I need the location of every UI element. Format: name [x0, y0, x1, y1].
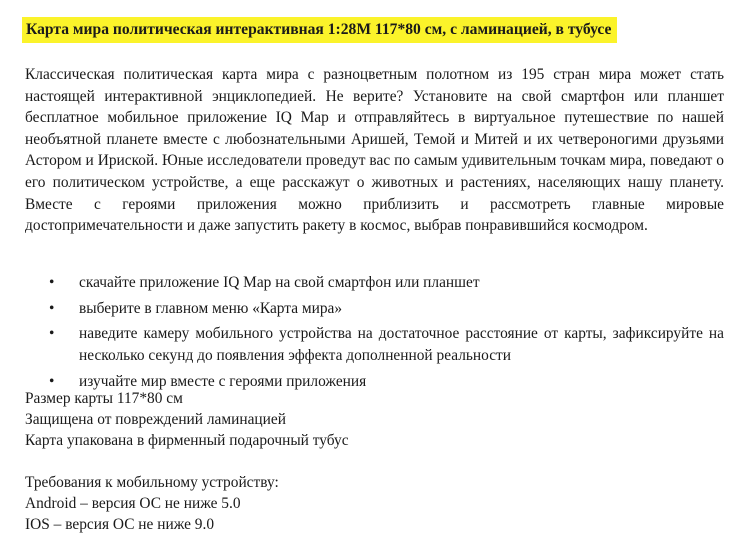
- instruction-text: изучайте мир вместе с героями приложения: [79, 373, 367, 391]
- product-description: Классическая политическая карта мира с разноцветным полотном из 195 стран мира может стать настоящей интерактивной энциклопедией. Не верите? Установите на свой смартфон или планшет бесплатное мобильное приложение IQ Map и отправляйтесь в виртуальное путешествие по нашей необъятной планете вместе с любознательными Аришей, Темой и Митей и их четвероногими друзьями Астором и Ириской. Юные исследователи проведут вас по самым удивительным точкам мира, поведают о его политическом устройстве, а еще расскажут о животных и растениях, населяющих нашу планету. Вместе с героями приложения можно приблизить и рассмотреть главные мировые достопримечательности и даже запустить ракету в космос, выбрав понравившийся космодром.: [25, 66, 724, 235]
- instruction-text: наведите камеру мобильного устройства на достаточное расстояние от карты, зафиксируйте на несколько секунд до появления эффекта дополненной реальности: [79, 325, 724, 364]
- bullet-icon: •: [49, 274, 55, 291]
- spec-size: Размер карты 117*80 см: [25, 390, 183, 407]
- instruction-text: выберите в главном меню «Карта мира»: [79, 299, 343, 317]
- bullet-icon: •: [49, 299, 55, 317]
- bullet-icon: •: [49, 325, 55, 343]
- list-item: [25, 298, 724, 320]
- list-item: [25, 323, 724, 366]
- requirement-android: Android – версия ОС не ниже 5.0: [25, 495, 241, 512]
- product-title: Карта мира политическая интерактивная 1:28М 117*80 см, с ламинацией, в тубусе: [22, 17, 617, 43]
- instruction-text: скачайте приложение IQ Map на свой смартфон или планшет: [79, 274, 480, 291]
- list-item: [25, 272, 724, 294]
- requirements-heading: Требования к мобильному устройству:: [25, 474, 279, 491]
- spec-lamination: Защищена от повреждений ламинацией: [25, 411, 286, 428]
- bullet-icon: •: [49, 373, 55, 391]
- spec-packaging: Карта упакована в фирменный подарочный тубус: [25, 432, 349, 449]
- requirement-ios: IOS – версия ОС не ниже 9.0: [25, 516, 215, 533]
- instructions-list: [25, 272, 724, 397]
